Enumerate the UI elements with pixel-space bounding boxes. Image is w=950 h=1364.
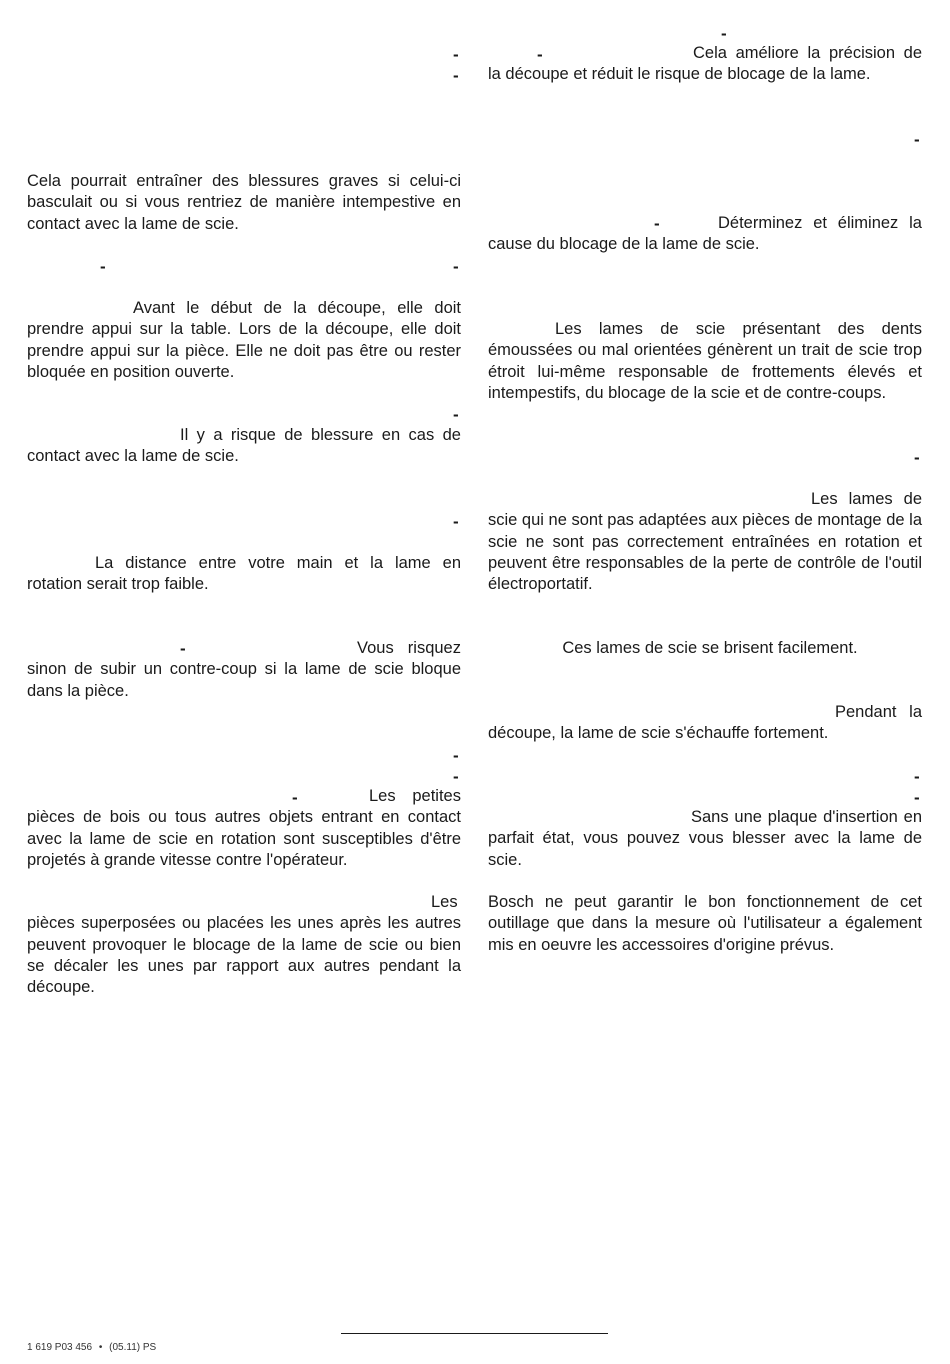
dash-marker: - (914, 130, 920, 149)
dash-marker: - (453, 746, 459, 765)
right-paragraph-3: Les lames de scie présentant des dents émoussées ou mal orientées génèrent un trait de scie trop étroit lui-même responsable de frottements élevés et intempestifs, du blocage de la scie et de contre-coups. (488, 320, 922, 402)
left-paragraph-6: Les petites pièces de bois ou tous autres objets entrant en contact avec la lame de scie en rotation sont susceptibles d'être projetés à grande vitesse contre l'opérateur. (27, 787, 461, 869)
right-paragraph-5: Ces lames de scie se brisent facilement. (562, 639, 858, 657)
document-code: 1 619 P03 456 (27, 1342, 93, 1353)
dash-marker: - (180, 639, 186, 658)
dash-marker: - (654, 214, 660, 233)
dash-marker: - (453, 45, 459, 64)
left-paragraph-2: Avant le début de la découpe, elle doit prendre appui sur la table. Lors de la découpe, elle doit prendre appui sur la pièce. Elle ne doit pas être ou rester bloquée en position ouverte. (27, 299, 461, 381)
dash-marker: - (453, 512, 459, 531)
left-paragraph-1: Cela pourrait entraîner des blessures graves si celui-ci basculait ou si vous rentriez de manière intempestive en contact avec la lame de scie. (27, 172, 461, 233)
left-paragraph-5: Vous risquez sinon de subir un contre-coup si la lame de scie bloque dans la pièce. (27, 639, 461, 700)
dash-marker: - (914, 788, 920, 807)
footer-rule (341, 1333, 608, 1334)
dash-marker: - (453, 257, 459, 276)
dash-marker: - (100, 257, 106, 276)
right-paragraph-2: Déterminez et éliminez la cause du blocage de la lame de scie. (488, 214, 922, 254)
right-paragraph-8: Bosch ne peut garantir le bon fonctionnement de cet outillage que dans la mesure où l'utilisateur a également mis en oeuvre les accessoires d'origine prévus. (488, 893, 922, 954)
right-paragraph-7: Sans une plaque d'insertion en parfait état, vous pouvez vous blesser avec la lame de scie. (488, 808, 922, 869)
dash-marker: - (537, 45, 543, 64)
dash-marker: - (453, 405, 459, 424)
left-paragraph-4: La distance entre votre main et la lame en rotation serait trop faible. (27, 554, 461, 594)
right-paragraph-6: Pendant la découpe, la lame de scie s'échauffe fortement. (488, 703, 922, 743)
left-paragraph-7: Les pièces superposées ou placées les unes après les autres peuvent provoquer le blocage de la lame de scie ou bien se décaler les unes par rapport aux autres pendant la découpe. (27, 893, 461, 997)
footer-line (27, 1341, 156, 1355)
dash-marker: - (453, 66, 459, 85)
dash-marker: - (453, 767, 459, 786)
dash-marker: - (914, 767, 920, 786)
dash-marker: - (721, 24, 727, 43)
dash-marker: - (914, 448, 920, 467)
dash-marker: - (292, 788, 298, 807)
footer-bullet: • (98, 1342, 103, 1353)
right-paragraph-1: Cela améliore la précision de la découpe et réduit le risque de blocage de la lame. (488, 44, 922, 84)
document-date: (05.11) PS (109, 1342, 157, 1353)
left-paragraph-3: Il y a risque de blessure en cas de contact avec la lame de scie. (27, 426, 461, 466)
right-paragraph-4: Les lames de scie qui ne sont pas adaptées aux pièces de montage de la scie ne sont pas correctement entraînées en rotation et peuvent être responsables de la perte de contrôle de l'outil électroportatif. (488, 490, 922, 594)
